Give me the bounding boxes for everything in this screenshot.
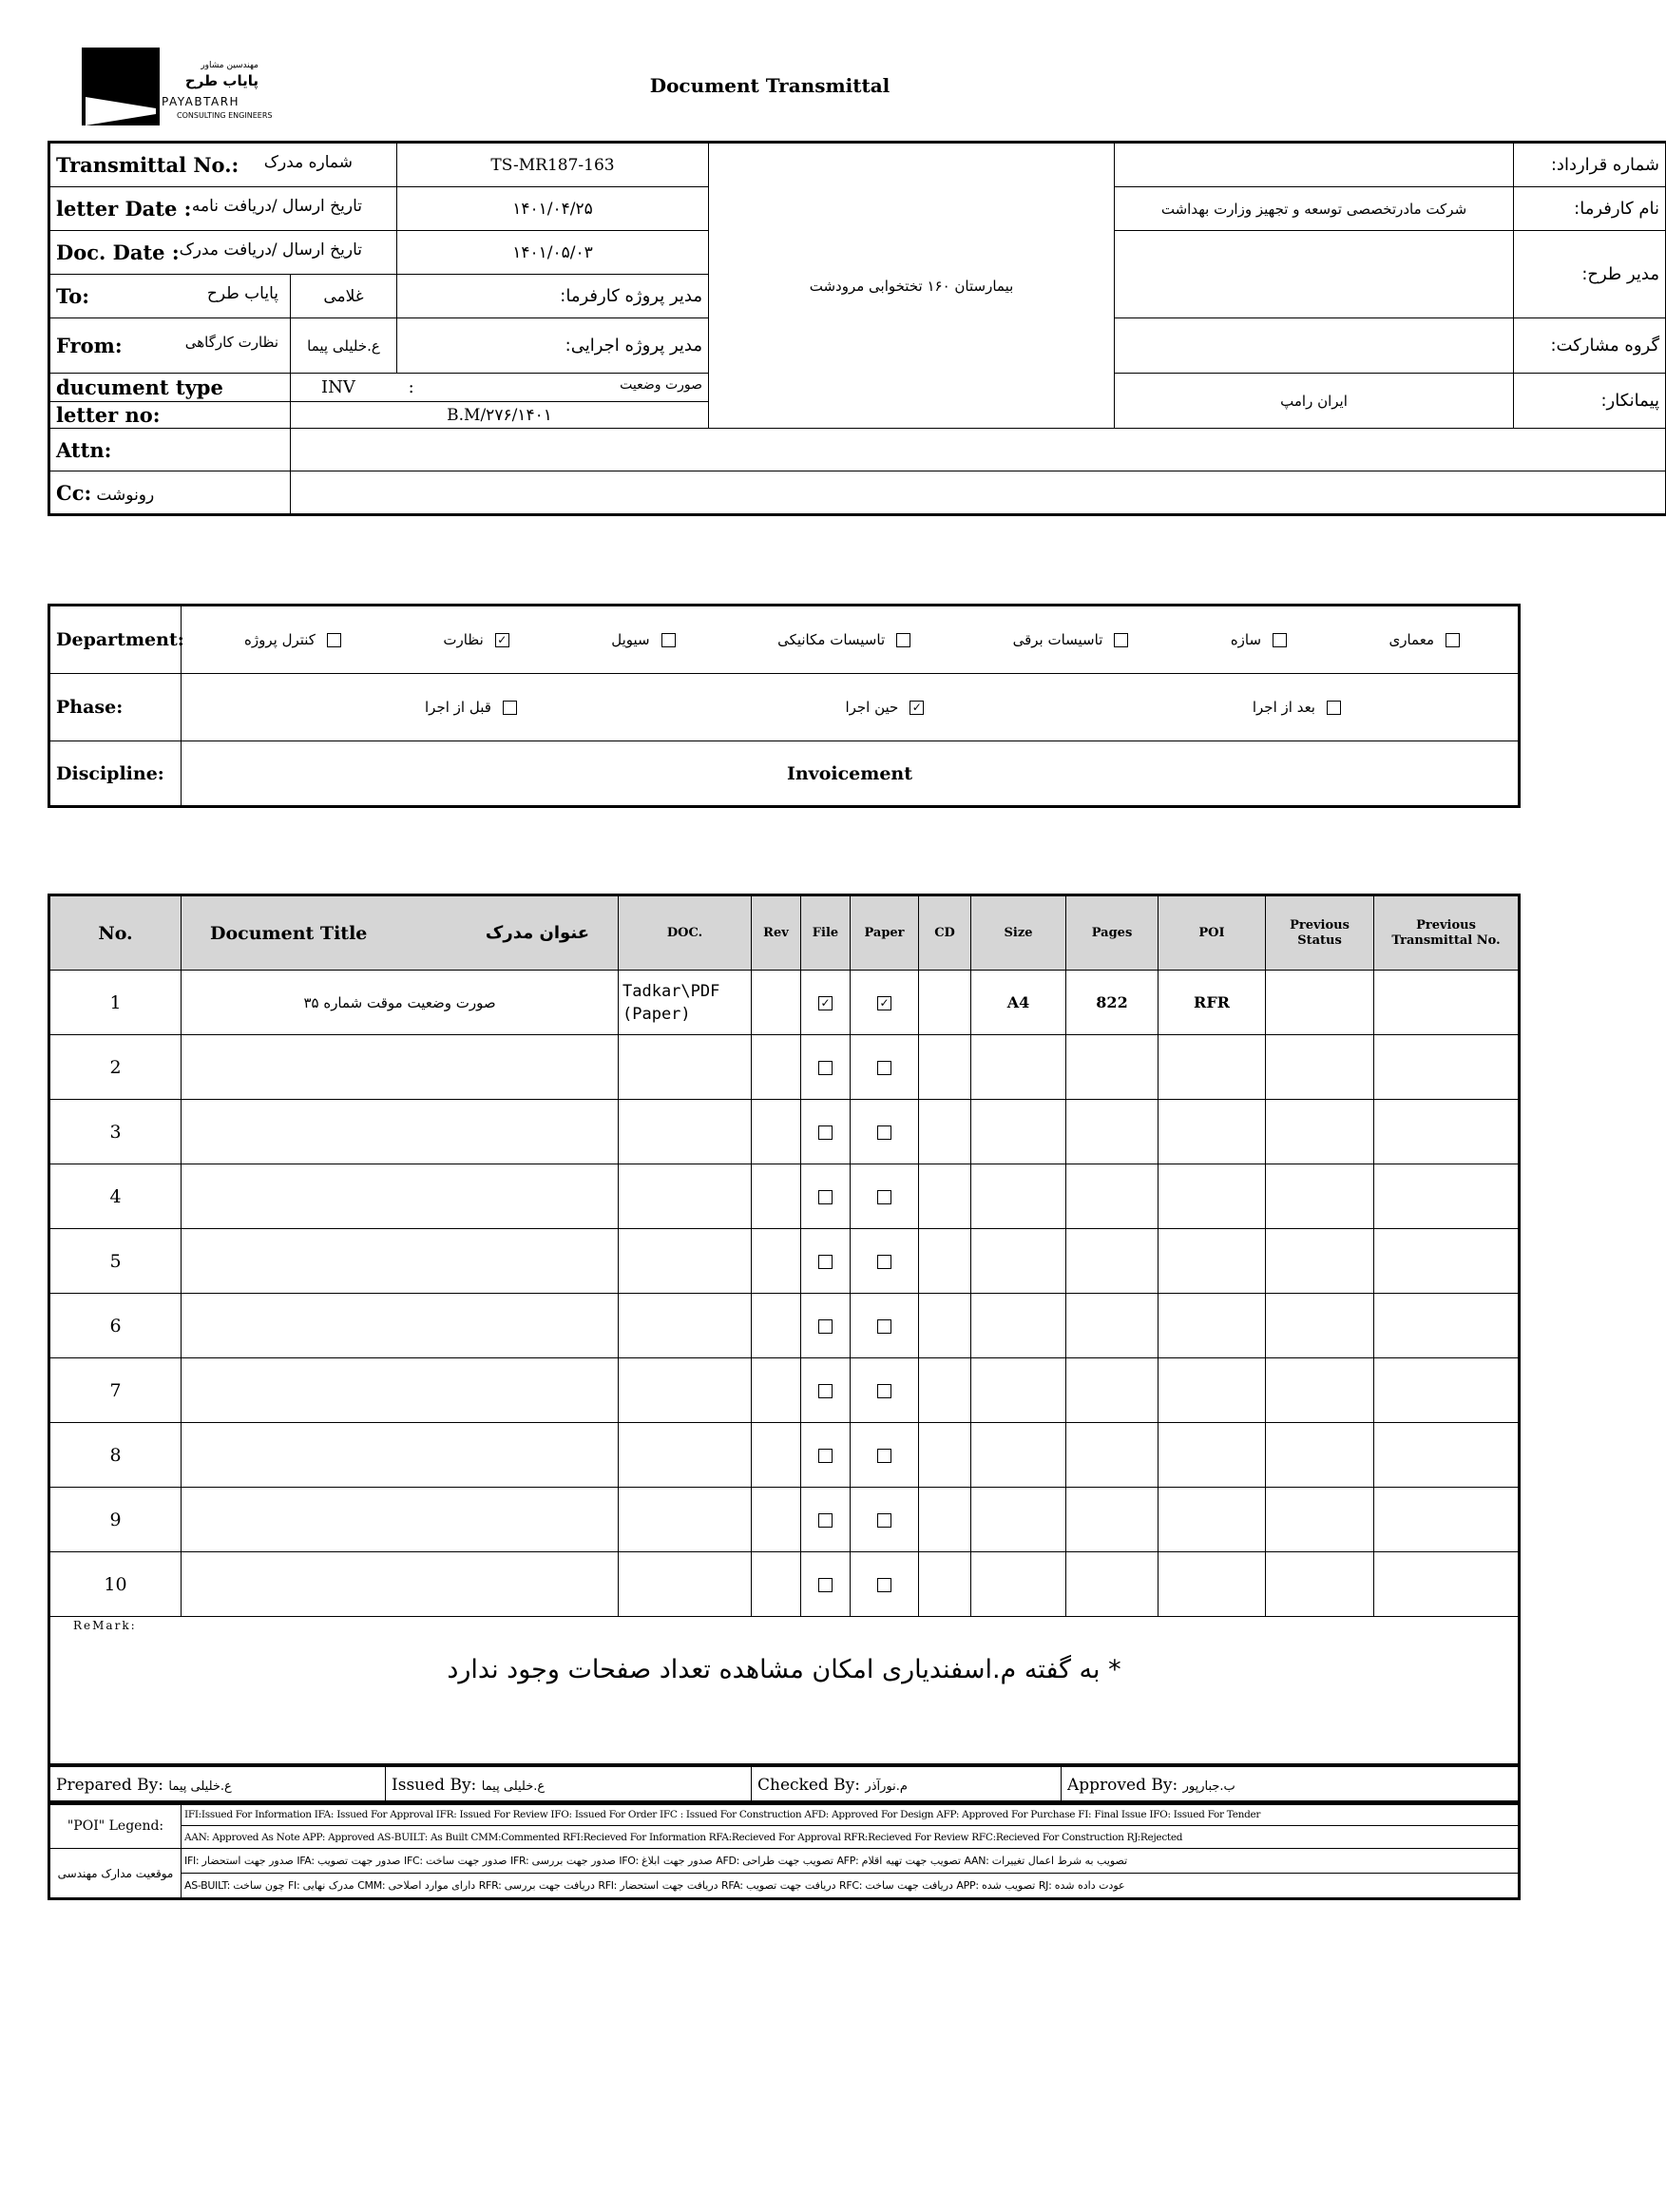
attn-label: Attn: xyxy=(50,429,291,471)
row-file xyxy=(801,1164,851,1229)
row-cd xyxy=(919,1488,971,1552)
row-title xyxy=(182,1100,619,1164)
doc-date-cell xyxy=(50,231,397,275)
department-checkbox[interactable] xyxy=(1446,633,1460,647)
to-cell xyxy=(50,275,291,318)
row-pages xyxy=(1066,1552,1159,1617)
to-pm-name: غلامی xyxy=(291,275,397,318)
row-file xyxy=(801,1294,851,1358)
checked-label: Checked By: xyxy=(757,1775,861,1795)
transmittal-no-value: TS-MR187-163 xyxy=(397,144,709,187)
doc-type-fa: صورت وضعیت xyxy=(620,377,703,393)
table-row xyxy=(50,1488,1519,1552)
discipline-value: Invoicement xyxy=(182,741,1519,806)
paper-checkbox[interactable]: ✓ xyxy=(877,996,891,1010)
phase-options xyxy=(182,674,1519,741)
issued-by xyxy=(386,1767,752,1803)
letter-no-value: B.M/۲۷۶/۱۴۰۱ xyxy=(291,402,709,429)
doc-type-cell xyxy=(291,374,709,402)
row-paper xyxy=(851,1358,919,1423)
department-checkbox[interactable] xyxy=(1114,633,1128,647)
row-prev-no xyxy=(1374,1229,1519,1294)
row-rev xyxy=(752,1164,801,1229)
department-checkbox[interactable]: ✓ xyxy=(495,633,509,647)
attn-value xyxy=(291,429,1666,471)
row-title xyxy=(182,1552,619,1617)
col-prev-status: Previous Status xyxy=(1266,896,1374,971)
col-no: No. xyxy=(50,896,182,971)
row-prev-status xyxy=(1266,1229,1374,1294)
row-title xyxy=(182,1035,619,1100)
paper-checkbox[interactable] xyxy=(877,1061,891,1075)
row-size xyxy=(971,1488,1066,1552)
row-pages xyxy=(1066,1035,1159,1100)
row-pages xyxy=(1066,1100,1159,1164)
file-checkbox[interactable] xyxy=(818,1190,833,1204)
table-row xyxy=(50,1035,1519,1100)
row-size xyxy=(971,1035,1066,1100)
legend-table xyxy=(49,1802,1519,1898)
col-rev: Rev xyxy=(752,896,801,971)
table-row xyxy=(50,971,1519,1035)
department-option[interactable] xyxy=(244,631,341,648)
file-checkbox[interactable] xyxy=(818,1125,833,1140)
phase-checkbox[interactable]: ✓ xyxy=(910,701,924,715)
row-prev-no xyxy=(1374,971,1519,1035)
document-rows xyxy=(50,971,1519,1617)
row-title xyxy=(182,1488,619,1552)
checked-value: م.نورآذر xyxy=(865,1779,908,1794)
row-file xyxy=(801,1229,851,1294)
row-doc: Tadkar\PDF (Paper) xyxy=(619,971,752,1035)
row-doc xyxy=(619,1035,752,1100)
approved-by xyxy=(1062,1767,1519,1803)
row-rev xyxy=(752,971,801,1035)
row-prev-status xyxy=(1266,1294,1374,1358)
paper-checkbox[interactable] xyxy=(877,1449,891,1463)
phase-option-label: حین اجرا xyxy=(845,699,899,716)
row-prev-status xyxy=(1266,1423,1374,1488)
prepared-label: Prepared By: xyxy=(56,1775,163,1795)
doc-type-sep: : xyxy=(408,377,414,397)
status-legend-line: AAN: Approved As Note APP: Approved AS-BUILT: As Built CMM:Commented RFI:Recieved For Information RFA:Recieved For Approval RFR:Recieved For Review RFC:Recieved For Construction RJ:Rejected xyxy=(182,1826,1519,1849)
row-poi xyxy=(1159,1358,1266,1423)
row-paper xyxy=(851,1164,919,1229)
row-prev-status xyxy=(1266,1100,1374,1164)
row-pages xyxy=(1066,1423,1159,1488)
row-poi xyxy=(1159,1229,1266,1294)
table-row xyxy=(50,1552,1519,1617)
cc-cell xyxy=(50,471,291,514)
partnership-label: گروه مشارکت: xyxy=(1514,318,1666,374)
phase-checkbox[interactable] xyxy=(503,701,517,715)
row-rev xyxy=(752,1100,801,1164)
company-logo xyxy=(82,48,281,129)
department-option[interactable] xyxy=(443,631,508,648)
doc-type-label: ducument type xyxy=(50,374,291,402)
row-no: 5 xyxy=(50,1229,182,1294)
row-size: A4 xyxy=(971,971,1066,1035)
row-no: 4 xyxy=(50,1164,182,1229)
department-checkbox[interactable] xyxy=(1273,633,1287,647)
doc-date-value: ۱۴۰۱/۰۵/۰۳ xyxy=(397,231,709,275)
row-file xyxy=(801,1552,851,1617)
fa-legend-line-1: IFI: صدور جهت استحضار IFA: صدور جهت تصویب IFC: صدور جهت ساخت IFR: صدور جهت بررسی IFO: صدور جهت ابلاغ AFD: تصویب جهت طراحی AFP: تصویب جهت تهیه اقلام AAN: تصویب به شرط اعمال تغییرات xyxy=(182,1849,1519,1874)
table-row xyxy=(50,1358,1519,1423)
col-doc: DOC. xyxy=(619,896,752,971)
department-option[interactable] xyxy=(777,631,910,648)
row-file xyxy=(801,1488,851,1552)
table-row xyxy=(50,1294,1519,1358)
table-row xyxy=(50,1229,1519,1294)
row-prev-no xyxy=(1374,1488,1519,1552)
row-poi xyxy=(1159,1488,1266,1552)
row-paper xyxy=(851,1229,919,1294)
paper-checkbox[interactable] xyxy=(877,1255,891,1269)
table-row xyxy=(50,1164,1519,1229)
paper-checkbox[interactable] xyxy=(877,1578,891,1592)
phase-option-row xyxy=(187,699,1512,716)
row-cd xyxy=(919,1164,971,1229)
letter-date-value: ۱۴۰۱/۰۴/۲۵ xyxy=(397,187,709,231)
file-checkbox[interactable]: ✓ xyxy=(818,996,833,1010)
row-prev-no xyxy=(1374,1423,1519,1488)
discipline-label: Discipline: xyxy=(50,741,182,806)
row-size xyxy=(971,1100,1066,1164)
poi-legend-label: "POI" Legend: xyxy=(50,1803,182,1849)
approved-label: Approved By: xyxy=(1067,1775,1178,1795)
row-file xyxy=(801,1423,851,1488)
to-value: پایاب طرح xyxy=(206,284,278,303)
row-rev xyxy=(752,1552,801,1617)
file-checkbox[interactable] xyxy=(818,1449,833,1463)
row-poi xyxy=(1159,1164,1266,1229)
from-label: From: xyxy=(56,334,123,357)
from-value: نظارت کارگاهی xyxy=(184,334,278,351)
col-title xyxy=(182,896,619,971)
transmittal-label-fa: شماره مدرک xyxy=(263,153,353,172)
file-checkbox[interactable] xyxy=(818,1319,833,1334)
logo-name-en: PAYABTARH xyxy=(162,95,240,108)
department-option[interactable] xyxy=(1013,631,1129,648)
prepared-value: ع.خلیلی پیما xyxy=(168,1779,232,1794)
row-cd xyxy=(919,1552,971,1617)
paper-checkbox[interactable] xyxy=(877,1190,891,1204)
remark-label: ReMark: xyxy=(73,1619,137,1632)
table-row xyxy=(50,1100,1519,1164)
doc-date-label-fa: تاریخ ارسال /دریافت مدرک xyxy=(179,240,362,260)
logo-tagline: CONSULTING ENGINEERS xyxy=(177,111,273,120)
documents-table xyxy=(49,895,1519,1764)
issued-value: ع.خلیلی پیما xyxy=(481,1779,546,1794)
approved-value: ب.جبارپور xyxy=(1182,1779,1235,1794)
paper-checkbox[interactable] xyxy=(877,1319,891,1334)
row-pages xyxy=(1066,1358,1159,1423)
poi-legend-line: IFI:Issued For Information IFA: Issued For Approval IFR: Issued For Review IFO: Issued For Order IFC : Issued For Construction AFD: Approved For Design AFP: Approved For Purchase FI: Final Issue IFO: Issued For Tender xyxy=(182,1803,1519,1826)
cc-label: Cc: xyxy=(56,480,92,505)
row-prev-status xyxy=(1266,1488,1374,1552)
row-cd xyxy=(919,971,971,1035)
row-rev xyxy=(752,1488,801,1552)
cc-value xyxy=(291,471,1666,514)
department-option-label: تاسیسات مکانیکی xyxy=(777,631,886,648)
department-option-label: تاسیسات برقی xyxy=(1012,631,1103,648)
prepared-by xyxy=(50,1767,386,1803)
row-file xyxy=(801,1358,851,1423)
phase-option-label: بعد از اجرا xyxy=(1252,699,1315,716)
row-prev-status xyxy=(1266,1358,1374,1423)
transmittal-label-en: Transmittal No.: xyxy=(56,153,239,177)
file-checkbox[interactable] xyxy=(818,1255,833,1269)
phase-option-label: قبل از اجرا xyxy=(425,699,491,716)
department-option-label: معماری xyxy=(1388,631,1434,648)
row-rev xyxy=(752,1229,801,1294)
phase-option[interactable] xyxy=(845,699,924,716)
row-no: 2 xyxy=(50,1035,182,1100)
row-prev-no xyxy=(1374,1358,1519,1423)
row-paper xyxy=(851,1423,919,1488)
to-label: To: xyxy=(56,284,89,308)
row-file xyxy=(801,1035,851,1100)
paper-checkbox[interactable] xyxy=(877,1513,891,1528)
plan-manager-label: مدیر طرح: xyxy=(1514,231,1666,318)
row-no: 6 xyxy=(50,1294,182,1358)
employer-label: نام کارفرما: xyxy=(1514,187,1666,231)
row-size xyxy=(971,1552,1066,1617)
row-poi xyxy=(1159,1294,1266,1358)
row-prev-no xyxy=(1374,1100,1519,1164)
row-doc xyxy=(619,1358,752,1423)
row-prev-no xyxy=(1374,1294,1519,1358)
row-file xyxy=(801,971,851,1035)
remark-text: * به گفته م.اسفندیاری امکان مشاهده تعداد صفحات وجود ندارد xyxy=(447,1655,1121,1684)
row-prev-no xyxy=(1374,1164,1519,1229)
partnership-value xyxy=(1115,318,1514,374)
row-poi xyxy=(1159,1035,1266,1100)
employer-value: شرکت مادرتخصصی توسعه و تجهیز وزارت بهداشت xyxy=(1115,187,1514,231)
row-no: 3 xyxy=(50,1100,182,1164)
table-row xyxy=(50,1423,1519,1488)
row-no: 7 xyxy=(50,1358,182,1423)
from-cell xyxy=(50,318,291,374)
department-options xyxy=(182,606,1519,674)
col-file: File xyxy=(801,896,851,971)
department-label: Department: xyxy=(50,606,182,674)
logo-mark-icon xyxy=(82,48,160,125)
row-size xyxy=(971,1164,1066,1229)
row-pages xyxy=(1066,1164,1159,1229)
contractor-value: ایران رامپ xyxy=(1115,374,1514,429)
row-pages: 822 xyxy=(1066,971,1159,1035)
checked-by xyxy=(752,1767,1062,1803)
doc-type-value: INV xyxy=(321,377,355,397)
file-checkbox[interactable] xyxy=(818,1061,833,1075)
row-doc xyxy=(619,1100,752,1164)
row-prev-status xyxy=(1266,1164,1374,1229)
department-checkbox[interactable] xyxy=(661,633,676,647)
department-checkbox[interactable] xyxy=(896,633,910,647)
row-paper xyxy=(851,1035,919,1100)
logo-subtitle-fa: مهندسین مشاور xyxy=(201,61,259,70)
row-prev-no xyxy=(1374,1035,1519,1100)
row-size xyxy=(971,1358,1066,1423)
row-paper xyxy=(851,1294,919,1358)
col-paper: Paper xyxy=(851,896,919,971)
row-rev xyxy=(752,1423,801,1488)
file-checkbox[interactable] xyxy=(818,1578,833,1592)
col-poi: POI xyxy=(1159,896,1266,971)
row-poi: RFR xyxy=(1159,971,1266,1035)
row-title xyxy=(182,1423,619,1488)
row-pages xyxy=(1066,1488,1159,1552)
row-size xyxy=(971,1294,1066,1358)
row-paper xyxy=(851,1100,919,1164)
department-option-label: نظارت xyxy=(443,631,484,648)
row-no: 8 xyxy=(50,1423,182,1488)
contract-no-value xyxy=(1115,144,1514,187)
row-title xyxy=(182,1294,619,1358)
file-checkbox[interactable] xyxy=(818,1384,833,1398)
row-no: 1 xyxy=(50,971,182,1035)
phase-option[interactable] xyxy=(425,699,517,716)
paper-checkbox[interactable] xyxy=(877,1125,891,1140)
row-prev-status xyxy=(1266,971,1374,1035)
col-prev-transmittal: Previous Transmittal No. xyxy=(1374,896,1519,971)
row-prev-no xyxy=(1374,1552,1519,1617)
row-poi xyxy=(1159,1423,1266,1488)
col-pages: Pages xyxy=(1066,896,1159,971)
row-doc xyxy=(619,1552,752,1617)
row-prev-status xyxy=(1266,1035,1374,1100)
doc-date-label-en: Doc. Date : xyxy=(56,240,180,264)
col-title-en: Document Title xyxy=(210,922,368,944)
issued-label: Issued By: xyxy=(392,1775,477,1795)
file-checkbox[interactable] xyxy=(818,1513,833,1528)
row-rev xyxy=(752,1294,801,1358)
row-paper xyxy=(851,1488,919,1552)
fa-legend-line-2: AS-BUILT: چون ساخت FI: مدرک نهایی CMM: دارای موارد اصلاحی RFR: دریافت جهت بررسی RFI: دریافت جهت استحضار RFA: دریافت جهت تصویب RFC: دریافت جهت ساخت APP: تصویب شده RJ: عودت داده شده xyxy=(182,1874,1519,1898)
row-cd xyxy=(919,1229,971,1294)
row-rev xyxy=(752,1358,801,1423)
contractor-label: پیمانکار: xyxy=(1514,374,1666,429)
row-doc xyxy=(619,1294,752,1358)
project-name: بیمارستان ۱۶۰ تختخوابی مرودشت xyxy=(709,144,1115,429)
phase-checkbox[interactable] xyxy=(1327,701,1341,715)
department-option-label: کنترل پروژه xyxy=(244,631,316,648)
department-option-label: سازه xyxy=(1230,631,1262,648)
from-pm-name: ع.خلیلی پیما xyxy=(291,318,397,374)
letter-date-label-fa: تاریخ ارسال /دریافت نامه xyxy=(191,197,362,216)
from-pm-label: مدیر پروژه اجرایی: xyxy=(397,318,709,374)
paper-checkbox[interactable] xyxy=(877,1384,891,1398)
row-rev xyxy=(752,1035,801,1100)
signatures-table xyxy=(49,1766,1519,1803)
row-size xyxy=(971,1423,1066,1488)
plan-manager-value xyxy=(1115,231,1514,318)
phase-option[interactable] xyxy=(1253,699,1341,716)
logo-name-fa: پایاب طرح xyxy=(184,72,259,89)
letter-date-label-en: letter Date : xyxy=(56,197,192,221)
to-pm-label: مدیر پروژه کارفرما: xyxy=(397,275,709,318)
document-title: Document Transmittal xyxy=(649,74,890,97)
remark-cell xyxy=(50,1617,1519,1764)
row-pages xyxy=(1066,1294,1159,1358)
cc-label-fa: رونوشت xyxy=(96,485,155,505)
row-cd xyxy=(919,1358,971,1423)
row-poi xyxy=(1159,1100,1266,1164)
row-cd xyxy=(919,1423,971,1488)
row-cd xyxy=(919,1100,971,1164)
row-doc xyxy=(619,1164,752,1229)
department-checkbox[interactable] xyxy=(327,633,341,647)
department-option[interactable] xyxy=(611,631,675,648)
fa-legend-label: موقعیت مدارک مهندسی xyxy=(50,1849,182,1898)
department-option-label: سیویل xyxy=(611,631,650,648)
row-doc xyxy=(619,1488,752,1552)
transmittal-no-cell xyxy=(50,144,397,187)
row-doc xyxy=(619,1423,752,1488)
department-option-row xyxy=(187,631,1512,648)
row-title xyxy=(182,1164,619,1229)
row-no: 10 xyxy=(50,1552,182,1617)
row-paper xyxy=(851,971,919,1035)
department-option[interactable] xyxy=(1231,631,1287,648)
col-cd: CD xyxy=(919,896,971,971)
letter-date-cell xyxy=(50,187,397,231)
contract-no-label: شماره قرارداد: xyxy=(1514,144,1666,187)
row-title xyxy=(182,1358,619,1423)
letter-no-label: letter no: xyxy=(50,402,291,429)
row-doc xyxy=(619,1229,752,1294)
row-pages xyxy=(1066,1229,1159,1294)
col-title-fa: عنوان مدرک xyxy=(485,922,589,943)
row-poi xyxy=(1159,1552,1266,1617)
row-cd xyxy=(919,1294,971,1358)
row-title: صورت وضعیت موقت شماره ۳۵ xyxy=(182,971,619,1035)
row-cd xyxy=(919,1035,971,1100)
col-size: Size xyxy=(971,896,1066,971)
transmittal-info-table xyxy=(49,143,1666,514)
classification-table xyxy=(49,606,1519,806)
row-prev-status xyxy=(1266,1552,1374,1617)
row-size xyxy=(971,1229,1066,1294)
department-option[interactable] xyxy=(1389,631,1461,648)
row-title xyxy=(182,1229,619,1294)
row-paper xyxy=(851,1552,919,1617)
row-no: 9 xyxy=(50,1488,182,1552)
phase-label: Phase: xyxy=(50,674,182,741)
row-file xyxy=(801,1100,851,1164)
